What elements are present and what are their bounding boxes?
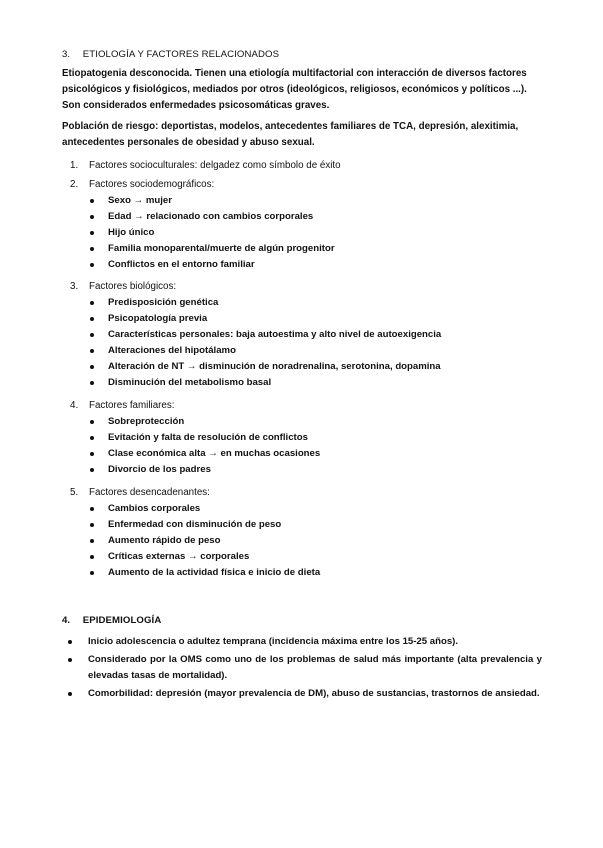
list-item: Evitación y falta de resolución de conflictos [90,430,320,446]
bullet-icon [68,658,72,662]
psychosomatic-paragraph: Son considerados enfermedades psicosomáticas graves. [62,100,330,111]
list-item: Inicio adolescencia o adultez temprana (incidencia máxima entre los 15-25 años). [68,634,542,650]
etiology-paragraph: Etiopatogenia desconocida. Tienen una etiología multifactorial con interacción de diversos factores psicológicos y fisiológicos, mediados por otros (ideológicos, religiosos, económicos y políticos ...). [62,68,527,95]
bullet-icon [90,333,94,337]
list-item: Considerado por la OMS como uno de los problemas de salud más importante (alta prevalencia y elevadas tasas de mortalidad). [68,652,542,684]
list-item: Aumento rápido de peso [90,533,320,549]
factor-label: Factores sociodemográficos: [89,179,215,190]
section-4-heading [62,614,161,627]
list-item: Disminución del metabolismo basal [90,375,441,391]
bullet-icon [90,539,94,543]
bullet-icon [90,555,94,559]
factor-label: Factores socioculturales: delgadez como símbolo de éxito [89,160,341,171]
bullet-icon [90,231,94,235]
risk-population-paragraph: Población de riesgo: deportistas, modelos, antecedentes familiares de TCA, depresión, alexitimia, antecedentes personales de obesidad y abuso sexual. [62,121,519,148]
bullet-icon [90,349,94,353]
list-item: Características personales: baja autoestima y alto nivel de autoexigencia [90,327,441,343]
bullet-icon [90,436,94,440]
list-item: Divorcio de los padres [90,462,320,478]
bullet-icon [68,640,72,644]
list-item: Conflictos en el entorno familiar [90,257,335,273]
factor-sublist [90,193,335,273]
bullet-icon [90,263,94,267]
list-item: Comorbilidad: depresión (mayor prevalencia de DM), abuso de sustancias, trastornos de ansiedad. [68,686,542,702]
section-title: EPIDEMIOLOGÍA [82,615,162,626]
factor-number: 1. [70,160,79,171]
factor-number: 3. [70,281,79,292]
factor-label: Factores familiares: [89,400,175,411]
section-number: 4. [62,615,71,626]
bullet-icon [90,452,94,456]
section-title: ETIOLOGÍA Y FACTORES RELACIONADOS [82,49,280,60]
list-item: Alteración de NT → disminución de noradrenalina, serotonina, dopamina [90,359,441,375]
list-item: Clase económica alta → en muchas ocasiones [90,446,320,462]
list-item: Aumento de la actividad física e inicio de dieta [90,565,320,581]
factor-number: 5. [70,487,79,498]
bullet-icon [68,692,72,696]
factor-item [70,399,174,412]
section-number: 3. [62,49,71,60]
list-item: Familia monoparental/muerte de algún progenitor [90,241,335,257]
list-item: Críticas externas → corporales [90,549,320,565]
list-item: Alteraciones del hipotálamo [90,343,441,359]
list-item: Enfermedad con disminución de peso [90,517,320,533]
list-item: Cambios corporales [90,501,320,517]
factor-item [70,486,210,499]
list-item: Predisposición genética [90,295,441,311]
bullet-icon [90,381,94,385]
bullet-icon [90,199,94,203]
bullet-icon [90,317,94,321]
bullet-icon [90,247,94,251]
factor-item [70,280,176,293]
bullet-icon [90,507,94,511]
factor-sublist [90,414,320,478]
list-item: Psicopatología previa [90,311,441,327]
section-3-heading [62,48,279,61]
epidemiology-list [68,634,542,704]
bullet-icon [90,301,94,305]
bullet-icon [90,365,94,369]
factor-sublist [90,501,320,581]
list-item: Hijo único [90,225,335,241]
bullet-icon [90,468,94,472]
list-item: Sobreprotección [90,414,320,430]
factor-label: Factores desencadenantes: [89,487,210,498]
bullet-icon [90,420,94,424]
bullet-icon [90,215,94,219]
factor-number: 2. [70,179,79,190]
list-item: Edad → relacionado con cambios corporales [90,209,335,225]
factor-item [70,159,341,172]
factor-number: 4. [70,400,79,411]
factor-sublist [90,295,441,391]
list-item: Sexo → mujer [90,193,335,209]
factor-label: Factores biológicos: [89,281,177,292]
bullet-icon [90,523,94,527]
factor-item [70,178,214,191]
bullet-icon [90,571,94,575]
